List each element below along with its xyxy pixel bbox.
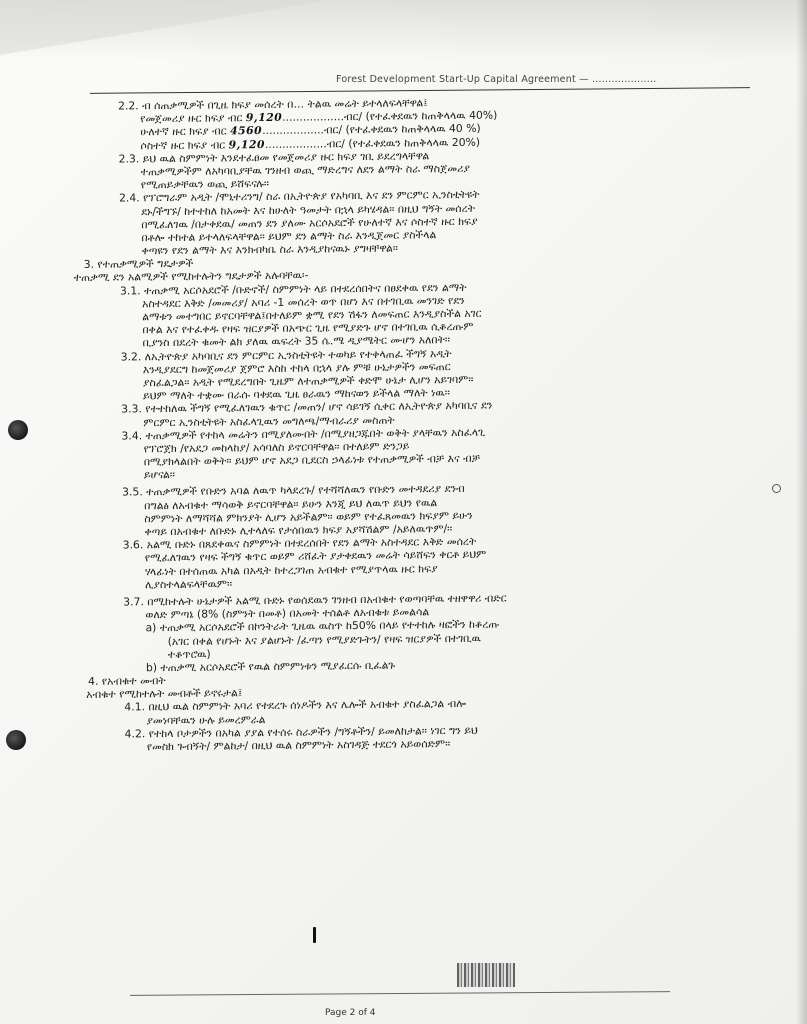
running-header: Forest Development Start-Up Capital Agreement — ....................: [336, 74, 657, 85]
running-header-title: Forest Development Start-Up Capital Agreement: [336, 74, 576, 85]
section-number: 3.: [83, 258, 95, 272]
clause-2-3-line-2: ተጠቃሚዎችም ለአካባቢያቸዉ ገንዘብ ወጪ ማድረግና ለደን ልማት ስራ ማስጀመሪያ: [140, 161, 471, 179]
footer-rule: [130, 991, 670, 996]
clause-text: ይህ ዉል ስምምነት እንደተፈፀመ የመጀመሪያ ዙር ክፍያ ገቢ ይደረግላቸዋል: [142, 149, 430, 166]
clause-text: ተጠቃሚዎች የቡድን አባል ለዉጥ ካላደረጉ/ የተሻሻለዉን የቡድን መተዳደሪያ ደንብ: [146, 482, 465, 499]
clause-3-1-line: በቀል እና የተፈቀዱ የዛፍ ዝርያዎች በአጭር ጊዜ የሚያድጉ ሆኖ በተገቢዉ ሲቆረጡም: [142, 319, 474, 337]
clause-text: የመጀመሪያ ዙር ክፍያ ብር: [140, 111, 243, 126]
section-4-intro: አብቁተ የሚከተሉት መብቶች ይኖሩታል፤: [86, 686, 243, 702]
item-label: b): [145, 661, 158, 675]
clause-3-2-line: እንዲያደርግ ከመጀመሪያ ጀምሮ እስከ ተከላ በኋላ ያሉ ምቹ ሁኔታዎችን መፍጠር: [142, 359, 451, 377]
clause-text: ተጠቃሚ አርሶአደሮች የዉል ስምምነቱን ሚያፈርሱ ቢፈልጉ: [160, 658, 396, 674]
clause-3-4-line: ይሆናል፡፡: [143, 468, 175, 482]
clause-2-3-line-3: የሚጠይቃቸዉን ወጪ ይሸፍናሉ፡፡: [140, 177, 270, 192]
clause-text: በሚከተሉት ሁኔታዎች አልሚ ቡድኑ የወሰደዉን ገንዘብ በአብቁተ የወጣባቸዉ ተዘዋዋሪ ብድር: [147, 591, 507, 609]
clause-number: 4.2.: [124, 727, 146, 741]
clause-3-1-line: ቢያንስ በደረት ቁመት ልክ ያለዉ ዉፍረት 35 ሴ.ሜ ዲያሜትር ሙሆን አለበት፡፡: [142, 333, 451, 350]
clause-text: አልሚ ቡድኑ በጸደቀዉና ስምምነት በተደረሰበት የደን ልማት አስተዳደር እቅድ መሰረት: [146, 534, 477, 552]
clause-number: 3.2.: [120, 349, 142, 364]
clause-text: ተጠቃሚዎች የተከላ መሬትን በሚያለሙበት /በሚያዘጋጁበት ወቅት ያላቸዉን አስፈላጊ: [145, 425, 486, 442]
clause-4-2-line: የመስክ ጉብኝት/ ምልከታ/ በዚህ ዉል ስምምነት አስገዳጅ ተደርጎ አይወሰድም፡፡: [146, 737, 451, 754]
section-title: የተጠቃሚዎች ግዴታዎች: [97, 256, 194, 271]
clause-3-5-line: ቀጣይ በአብቁተ ለቡድኑ ሊተላለፍ የታሰበዉን ክፍያ አያሻሽልም /አይለዉጥም/፡፡: [144, 522, 453, 539]
clause-2-2-line-4: ሶስተኛ ዙር ክፍያ ብር 9,120..................ብር/ (የተፈቀደዉን ከጠቅላላዉ 20%): [140, 135, 481, 152]
clause-text: ተጠቃሚ አርሶአደሮች በኮንትራት ጊዜዉ ዉስጥ ከ50% በላይ የተተከሉ ዛፎችን ከቆረጡ: [159, 617, 500, 635]
section-number: 4.: [88, 674, 99, 688]
clause-3-7-a-line: (አገር በቀል የሆኑት እና ያልሆኑት /ፈጣን የሚያድጉትን/ የዛፍ ዝርያዎች በተገቢዉ: [167, 631, 482, 648]
clause-text: ሁለተኛ ዙር ክፍያ ብር: [140, 124, 227, 139]
clause-number: 3.1.: [119, 283, 141, 298]
section-title: የአብቁተ መብት: [101, 674, 166, 688]
clause-text: ሶስተኛ ዙር ክፍያ ብር: [140, 137, 226, 152]
document-body: [72, 93, 739, 754]
clause-text: ብር/ (የተፈቀደዉን ከጠቅላላዉ 20%): [326, 135, 481, 150]
clause-4-1-line: ያመነባቸዉን ሁሉ ይመረምራል: [146, 712, 266, 727]
handwritten-amount: 9,120: [228, 137, 266, 151]
clause-3-1-line: አስተዳደር እቅድ /መመሪያ/ አባሪ -1 መሰረት ወጥ በሆነ እና በተገቢዉ መንገድ የደን: [142, 293, 465, 311]
clause-3-2-line: ያስፈልጋል፡፡ አዲት የሚደረግበት ጊዜም ለተጠቃሚዎች ቀድሞ ሁኔታ ሊሆን አይገባም፡፡: [142, 372, 474, 390]
punch-hole: [6, 730, 26, 750]
clause-3-6-line: ሊያስተላልፍላቸዉም፡፡: [145, 577, 233, 592]
clause-3-5-line: በግልፅ ለአብቁተ ማሳወቅ ይኖርባቸዋል፡፡ ይሁን እንጂ ይህ ለዉጥ ይህን የዉል: [144, 495, 438, 512]
section-3-intro: ተጠቃሚ ደን አልሚዎች የሚከተሉትን ግዴታዎች አሉባቸዉ፡-: [73, 268, 309, 285]
clause-3-2-line: ይህም ማለት ተቋሙ በራሱ ባቀደዉ ጊዜ ፀራዉን ማከናወን ይችላል ማለት ነዉ፡፡: [143, 386, 450, 403]
page-number: Page 2 of 4: [325, 1008, 376, 1018]
clause-number: 4.1.: [124, 700, 146, 714]
clause-3-4-line: በሚያክላልበት ወቅት፡፡ ይህም ሆኖ አደጋ ቢደርስ ኃላፊነቱ የተጠቃሚዎች ብቻ እና ብቻ: [143, 451, 480, 469]
clause-2-4-line-2: ደኑ/ችግኙ/ ከተተከለ ከአመት እና ከሁለት ዓመታት በኋላ ይካሄዳል፡፡ በዚህ ግኝት መሰረት: [141, 201, 476, 218]
clause-2-2-line-3: ሁለተኛ ዙር ክፍያ ብር 4560..................ብር/ (የተፈቀደዉን ከጠቅላላዉ 40 %): [140, 122, 481, 139]
clause-text: ለኢትዮጵያ አካባቢና ደን ምርምር ኢንስቲትዩት ተወካይ የተቀላጠፈ ችግኝ አዲት: [144, 346, 452, 363]
clause-2-4-line-3: በሚፈለገዉ /በታቀደዉ/ መጠን ደን ያለሙ አርሶአደሮች የሁለተኛ እና ሶስተኛ ዙር ክፍያ: [141, 214, 478, 231]
clause-text: ብር/ (የተፈቀደዉን ከጠቅላላዉ 40 %): [323, 122, 481, 137]
clause-text: ተጠቃሚ አርሶአደሮች /ቡድኖች/ ስምምነት ላይ በተደረሰበትና በፀደቀዉ የደን ልማት: [143, 280, 467, 297]
clause-number: 3.4.: [121, 428, 143, 443]
clause-number: 3.7.: [123, 595, 144, 609]
clause-3-3-line: ምርምር ኢንስቲትዩት አስፈላጊዉን መግለጫ/ማብራሪያ መስጠት: [143, 413, 395, 429]
clause-text: ብ ሰጠቃሚዎች በጊዜ ክፍያ መሰረት በ… ትልዉ መሬት ይተላለፍላቸዋል፤: [142, 96, 428, 113]
clause-3-7-line: ወለድ ምጣኔ (8% (ስምንት በመቶ) በአመት ተሰልቶ ለአብቁቱ ይመልሳል: [145, 605, 430, 622]
punch-hole: [8, 420, 28, 440]
page-fold: [0, 0, 330, 55]
handwritten-amount: 9,120: [245, 110, 283, 125]
clause-text: የፕሮግራም አዲት /ሞኒተሪንግ/ ስራ በኢትዮጵያ የአካባቢ እና ደን ምርምር ኢንስቲትዩት: [143, 188, 480, 205]
item-label: a): [145, 621, 157, 635]
clause-3-7-a-line: ተቆጥሮዉ): [167, 647, 211, 661]
clause-number: 3.5.: [122, 485, 143, 499]
clause-3-6-line: ሃላፊነት በተሰጠዉ አካል በአዲት ከተረጋገጠ አብቁተ የሚያጥላዉ ዙር ክፍያ: [144, 561, 438, 578]
clause-2-4-line-4: በቶሎ ተከተል ይተላለፍላቸዋል፡፡ ይህም ደን ልማት ስራ እንዲጀመር ያስችላል: [141, 228, 437, 245]
clause-3-1-line: ልማቱን መተግበር ይኖርባቸዋል፤በተለይም ቋሚ የደን ሽፋን ለመፍጠር እንዲያስችል አገር: [142, 306, 482, 324]
pen-mark: [313, 927, 316, 943]
clause-number: 2.4.: [118, 191, 140, 205]
clause-text: የተከላ ቦታዎችን በአካል ያያል የተሰሩ ስራዎችን /ግኝቶችን/ ይመለከታል፡፡ ነገር ግን ይህ: [148, 723, 478, 741]
clause-text: ብር/ (የተፈቀደዉን ከጠቅላላዉ 40%): [343, 108, 498, 124]
page-edge-shadow: [796, 0, 807, 1024]
header-rule: [90, 87, 750, 94]
handwritten-amount: 4560: [230, 124, 263, 138]
clause-2-2-line-2: የመጀመሪያ ዙር ክፍያ ብር 9,120..................ብር/ (የተፈቀደዉን ከጠቅላላዉ 40%): [140, 108, 498, 126]
clause-text: የተተከለዉ ችግኝ የሚፈለገዉን ቁጥር /መጠን/ ሆኖ ሳይገኝ ሲቀር ለኢትዮጵያ አካባቢና ደን: [145, 398, 493, 416]
clause-number: 2.2.: [117, 99, 139, 113]
clause-3-4-line: የፕሮጀክ /የአደጋ መከላከያ/ አሳባለስ ይኖርባቸዋል፡፡ በተለይም ድንጋይ: [143, 439, 410, 456]
clause-number: 3.6.: [122, 538, 144, 552]
clause-number: 3.3.: [121, 402, 142, 416]
clause-text: በዚህ ዉል ስምምነት አባሪ የተደረጉ ሰነዶችን እና ሌሎች አብቁተ ያስፈልጋል ብሎ: [148, 697, 467, 714]
clause-3-5-line: ስምምነት ለማሻሻል ምክንያት ሊሆን አይችልም፡፡ ወይም የተፈጸመዉን ክፍያም ይሁን: [144, 508, 473, 526]
stamp-mark: [457, 963, 515, 987]
margin-dot: [772, 484, 781, 493]
clause-number: 2.3.: [118, 152, 140, 166]
clause-2-4-line-5: ቀጣዩን የደን ልማት እና እንክብካቤ ስራ እንዲያከናዉኑ ያግዛቸዋል፡፡: [141, 241, 399, 258]
clause-3-6-line: የሚፈለገዉን የዛፍ ችግኝ ቁጥር ወይም ሪሸፈት ያታቀደዉን መሬት ሳይሸፍን ቀርቶ ይህም: [144, 548, 487, 565]
